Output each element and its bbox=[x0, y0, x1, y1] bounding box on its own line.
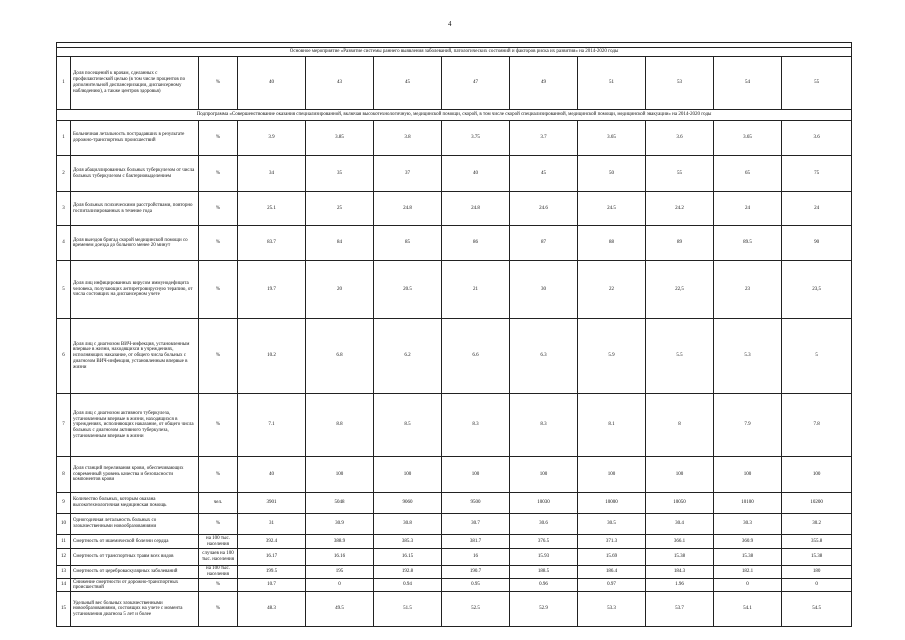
row-number: 8 bbox=[57, 457, 71, 493]
value-cell: 188.5 bbox=[510, 566, 578, 579]
unit-cell: на 100 тыс. населения bbox=[199, 566, 238, 579]
value-cell: 381.7 bbox=[442, 534, 510, 549]
value-cell: 360.9 bbox=[714, 534, 782, 549]
indicator-name: Больничная летальность пострадавших в результате дорожно-транспортных происшествий bbox=[71, 120, 199, 156]
value-cell: 8.1 bbox=[578, 394, 646, 457]
table-row bbox=[57, 318, 852, 393]
unit-cell: чел. bbox=[199, 492, 238, 513]
value-cell: 195 bbox=[306, 566, 374, 579]
value-cell: 24.5 bbox=[578, 191, 646, 226]
row-number: 9 bbox=[57, 492, 71, 513]
value-cell: 0 bbox=[782, 579, 852, 592]
rows-main-activity bbox=[57, 56, 852, 109]
row-number: 1 bbox=[57, 120, 71, 156]
table-row bbox=[57, 492, 852, 513]
value-cell: 30.6 bbox=[510, 513, 578, 534]
value-cell: 0.95 bbox=[442, 579, 510, 592]
unit-cell: % bbox=[199, 156, 238, 192]
value-cell: 47 bbox=[442, 56, 510, 109]
row-number: 11 bbox=[57, 534, 71, 549]
value-cell: 88 bbox=[578, 226, 646, 261]
value-cell: 51.5 bbox=[374, 592, 442, 627]
table-row bbox=[57, 226, 852, 261]
value-cell: 52.5 bbox=[442, 592, 510, 627]
value-cell: 184.3 bbox=[646, 566, 714, 579]
value-cell: 24.8 bbox=[442, 191, 510, 226]
value-cell: 7.8 bbox=[782, 394, 852, 457]
value-cell: 3.85 bbox=[306, 120, 374, 156]
table-row bbox=[57, 191, 852, 226]
value-cell: 1.96 bbox=[646, 579, 714, 592]
value-cell: 7.1 bbox=[238, 394, 306, 457]
row-number: 3 bbox=[57, 191, 71, 226]
value-cell: 89 bbox=[646, 226, 714, 261]
value-cell: 21 bbox=[442, 261, 510, 319]
value-cell: 182.1 bbox=[714, 566, 782, 579]
unit-cell: случаев на 100 тыс. населения bbox=[199, 549, 238, 566]
row-number: 4 bbox=[57, 226, 71, 261]
value-cell: 3.7 bbox=[510, 120, 578, 156]
value-cell: 54.1 bbox=[714, 592, 782, 627]
row-number: 6 bbox=[57, 318, 71, 393]
value-cell: 5.3 bbox=[714, 318, 782, 393]
value-cell: 53 bbox=[646, 56, 714, 109]
value-cell: 51 bbox=[578, 56, 646, 109]
value-cell: 388.9 bbox=[306, 534, 374, 549]
value-cell: 89.5 bbox=[714, 226, 782, 261]
value-cell: 8.8 bbox=[306, 394, 374, 457]
value-cell: 52.9 bbox=[510, 592, 578, 627]
value-cell: 86 bbox=[442, 226, 510, 261]
row-number: 1 bbox=[57, 56, 71, 109]
value-cell: 376.5 bbox=[510, 534, 578, 549]
unit-cell: % bbox=[199, 318, 238, 393]
value-cell: 3.65 bbox=[714, 120, 782, 156]
value-cell: 50 bbox=[578, 156, 646, 192]
row-number: 13 bbox=[57, 566, 71, 579]
value-cell: 25 bbox=[306, 191, 374, 226]
row-number: 2 bbox=[57, 156, 71, 192]
value-cell: 100 bbox=[510, 457, 578, 493]
unit-cell: % bbox=[199, 191, 238, 226]
value-cell: 30.7 bbox=[442, 513, 510, 534]
value-cell: 15.38 bbox=[782, 549, 852, 566]
value-cell: 40 bbox=[442, 156, 510, 192]
value-cell: 100 bbox=[782, 457, 852, 493]
value-cell: 10100 bbox=[714, 492, 782, 513]
value-cell: 6.3 bbox=[510, 318, 578, 393]
value-cell: 10200 bbox=[782, 492, 852, 513]
value-cell: 0 bbox=[714, 579, 782, 592]
unit-cell: % bbox=[199, 592, 238, 627]
value-cell: 16.16 bbox=[306, 549, 374, 566]
table-row bbox=[57, 56, 852, 109]
value-cell: 100 bbox=[646, 457, 714, 493]
value-cell: 84 bbox=[306, 226, 374, 261]
table-row bbox=[57, 156, 852, 192]
value-cell: 3.9 bbox=[238, 120, 306, 156]
value-cell: 19.7 bbox=[238, 261, 306, 319]
value-cell: 3.65 bbox=[578, 120, 646, 156]
unit-cell: % bbox=[199, 513, 238, 534]
value-cell: 6.6 bbox=[442, 318, 510, 393]
value-cell: 9500 bbox=[442, 492, 510, 513]
unit-cell: % bbox=[199, 261, 238, 319]
value-cell: 16.17 bbox=[238, 549, 306, 566]
indicator-name: Доля выездов бригад скорой медицинской помощи со временем доезда до больного менее 20 минут bbox=[71, 226, 199, 261]
value-cell: 0.97 bbox=[578, 579, 646, 592]
unit-cell: % bbox=[199, 457, 238, 493]
value-cell: 8.3 bbox=[510, 394, 578, 457]
page-number: 4 bbox=[448, 20, 452, 28]
value-cell: 0.96 bbox=[510, 579, 578, 592]
value-cell: 100 bbox=[714, 457, 782, 493]
indicator-name: Смертность от цереброваскулярных заболеваний bbox=[71, 566, 199, 579]
value-cell: 55 bbox=[646, 156, 714, 192]
value-cell: 3.6 bbox=[782, 120, 852, 156]
value-cell: 10000 bbox=[578, 492, 646, 513]
table-row bbox=[57, 566, 852, 579]
value-cell: 0.94 bbox=[374, 579, 442, 592]
subprogram-title: Подпрограмма «Совершенствование оказания специализированной, включая высокотехнологичную, медицинской помощи, скорой, в том числе скорой специализированной, медицинской помощи, медицинской эвакуации» на 2014-2020 годы bbox=[57, 110, 852, 120]
indicator-name: Удельный вес больных злокачественными новообразованиями, состоящих на учете с момента установления диагноза 5 лет и более bbox=[71, 592, 199, 627]
table-row bbox=[57, 534, 852, 549]
table-row bbox=[57, 261, 852, 319]
indicator-name: Снижение смертности от дорожно-транспортных происшествий bbox=[71, 579, 199, 592]
value-cell: 30 bbox=[510, 261, 578, 319]
value-cell: 54 bbox=[714, 56, 782, 109]
value-cell: 100 bbox=[442, 457, 510, 493]
value-cell: 9060 bbox=[374, 492, 442, 513]
value-cell: 385.3 bbox=[374, 534, 442, 549]
value-cell: 8.3 bbox=[442, 394, 510, 457]
value-cell: 85 bbox=[374, 226, 442, 261]
value-cell: 23 bbox=[714, 261, 782, 319]
unit-cell: % bbox=[199, 226, 238, 261]
value-cell: 24.6 bbox=[510, 191, 578, 226]
indicator-name: Доля посещений к врачам, сделанных с профилактической целью (в том числе процентов по дополнительной диспансеризации, диспансерному наблюдению), а также центров здоровья) bbox=[71, 56, 199, 109]
indicator-name: Доля станций переливания крови, обеспечивающих современный уровень качества и безопасности компонентов крови bbox=[71, 457, 199, 493]
value-cell: 0 bbox=[306, 579, 374, 592]
row-number: 5 bbox=[57, 261, 71, 319]
indicator-name: Одногодичная летальность больных со злокачественными новообразованиями bbox=[71, 513, 199, 534]
value-cell: 87 bbox=[510, 226, 578, 261]
value-cell: 22,5 bbox=[646, 261, 714, 319]
value-cell: 100 bbox=[374, 457, 442, 493]
value-cell: 15.38 bbox=[714, 549, 782, 566]
value-cell: 53.3 bbox=[578, 592, 646, 627]
table-row bbox=[57, 579, 852, 592]
value-cell: 53.7 bbox=[646, 592, 714, 627]
indicator-name: Смертность от транспортных травм всех видов bbox=[71, 549, 199, 566]
value-cell: 5.5 bbox=[646, 318, 714, 393]
value-cell: 90 bbox=[782, 226, 852, 261]
value-cell: 180 bbox=[782, 566, 852, 579]
row-number: 10 bbox=[57, 513, 71, 534]
unit-cell: на 100 тыс. населения bbox=[199, 534, 238, 549]
value-cell: 45 bbox=[374, 56, 442, 109]
value-cell: 3.6 bbox=[646, 120, 714, 156]
value-cell: 35 bbox=[306, 156, 374, 192]
value-cell: 20.5 bbox=[374, 261, 442, 319]
value-cell: 24.8 bbox=[374, 191, 442, 226]
value-cell: 30.2 bbox=[782, 513, 852, 534]
value-cell: 30.5 bbox=[578, 513, 646, 534]
value-cell: 37 bbox=[374, 156, 442, 192]
row-number: 15 bbox=[57, 592, 71, 627]
value-cell: 16 bbox=[442, 549, 510, 566]
value-cell: 371.3 bbox=[578, 534, 646, 549]
unit-cell: % bbox=[199, 394, 238, 457]
table-row bbox=[57, 513, 852, 534]
unit-cell: % bbox=[199, 56, 238, 109]
value-cell: 65 bbox=[714, 156, 782, 192]
indicator-name: Доля абациллированных больных туберкулезом от числа больных туберкулезом с бактериовыделением bbox=[71, 156, 199, 192]
value-cell: 5 bbox=[782, 318, 852, 393]
value-cell: 83.7 bbox=[238, 226, 306, 261]
value-cell: 5048 bbox=[306, 492, 374, 513]
value-cell: 22 bbox=[578, 261, 646, 319]
value-cell: 8.5 bbox=[374, 394, 442, 457]
value-cell: 100 bbox=[306, 457, 374, 493]
value-cell: 45 bbox=[510, 156, 578, 192]
value-cell: 5.9 bbox=[578, 318, 646, 393]
value-cell: 24 bbox=[714, 191, 782, 226]
value-cell: 6.8 bbox=[306, 318, 374, 393]
value-cell: 10.2 bbox=[238, 318, 306, 393]
indicators-table bbox=[56, 42, 852, 627]
value-cell: 25.1 bbox=[238, 191, 306, 226]
row-number: 14 bbox=[57, 579, 71, 592]
value-cell: 355.8 bbox=[782, 534, 852, 549]
indicator-name: Доля лиц с диагнозом ВИЧ-инфекция, установленным впервые в жизни, находящихся в учреждениях, исполняющих наказание, от общего числа больных с диагнозом ВИЧ-инфекция, установленным впервые в жизни bbox=[71, 318, 199, 393]
indicator-name: Доля лиц инфицированных вирусом иммунодефицита человека, получающих антиретровирусную терапию, от числа состоящих на диспансерном учете bbox=[71, 261, 199, 319]
value-cell: 40 bbox=[238, 56, 306, 109]
value-cell: 392.4 bbox=[238, 534, 306, 549]
indicator-name: Доля лиц с диагнозом активного туберкулеза, установленным впервые в жизни, находящихся в учреждениях, исполняющих наказание, от общего числа больных с диагнозом активного туберкулеза, установленным впервые в жизни bbox=[71, 394, 199, 457]
table-row bbox=[57, 120, 852, 156]
value-cell: 30.9 bbox=[306, 513, 374, 534]
value-cell: 6.2 bbox=[374, 318, 442, 393]
value-cell: 10.7 bbox=[238, 579, 306, 592]
table-row bbox=[57, 549, 852, 566]
value-cell: 10050 bbox=[646, 492, 714, 513]
value-cell: 3901 bbox=[238, 492, 306, 513]
value-cell: 75 bbox=[782, 156, 852, 192]
value-cell: 24.2 bbox=[646, 191, 714, 226]
value-cell: 34 bbox=[238, 156, 306, 192]
value-cell: 190.7 bbox=[442, 566, 510, 579]
value-cell: 366.1 bbox=[646, 534, 714, 549]
value-cell: 24 bbox=[782, 191, 852, 226]
table-row bbox=[57, 394, 852, 457]
table-row bbox=[57, 457, 852, 493]
value-cell: 30.4 bbox=[646, 513, 714, 534]
value-cell: 54.5 bbox=[782, 592, 852, 627]
value-cell: 20 bbox=[306, 261, 374, 319]
table-row bbox=[57, 592, 852, 627]
value-cell: 23,5 bbox=[782, 261, 852, 319]
value-cell: 40 bbox=[238, 457, 306, 493]
unit-cell: % bbox=[199, 579, 238, 592]
value-cell: 15.38 bbox=[646, 549, 714, 566]
row-number: 7 bbox=[57, 394, 71, 457]
value-cell: 49.5 bbox=[306, 592, 374, 627]
value-cell: 186.4 bbox=[578, 566, 646, 579]
value-cell: 192.8 bbox=[374, 566, 442, 579]
value-cell: 199.5 bbox=[238, 566, 306, 579]
value-cell: 30.8 bbox=[374, 513, 442, 534]
value-cell: 3.8 bbox=[374, 120, 442, 156]
value-cell: 43 bbox=[306, 56, 374, 109]
value-cell: 3.75 bbox=[442, 120, 510, 156]
unit-cell: % bbox=[199, 120, 238, 156]
indicator-name: Доля больных психическими расстройствами, повторно госпитализированных в течение года bbox=[71, 191, 199, 226]
indicator-name: Смертность от ишемической болезни сердца bbox=[71, 534, 199, 549]
value-cell: 7.9 bbox=[714, 394, 782, 457]
value-cell: 48.3 bbox=[238, 592, 306, 627]
value-cell: 15.69 bbox=[578, 549, 646, 566]
value-cell: 16.15 bbox=[374, 549, 442, 566]
value-cell: 10030 bbox=[510, 492, 578, 513]
value-cell: 8 bbox=[646, 394, 714, 457]
section-title: Основное мероприятие «Развитие системы раннего выявления заболеваний, патологических состояний и факторов риска их развития» на 2014-2020 годы bbox=[57, 48, 852, 56]
indicator-name: Количество больных, которым оказана высокотехнологичная медицинская помощь bbox=[71, 492, 199, 513]
value-cell: 31 bbox=[238, 513, 306, 534]
row-number: 12 bbox=[57, 549, 71, 566]
value-cell: 30.3 bbox=[714, 513, 782, 534]
value-cell: 49 bbox=[510, 56, 578, 109]
value-cell: 55 bbox=[782, 56, 852, 109]
value-cell: 100 bbox=[578, 457, 646, 493]
value-cell: 15.93 bbox=[510, 549, 578, 566]
rows-subprogram bbox=[57, 120, 852, 626]
